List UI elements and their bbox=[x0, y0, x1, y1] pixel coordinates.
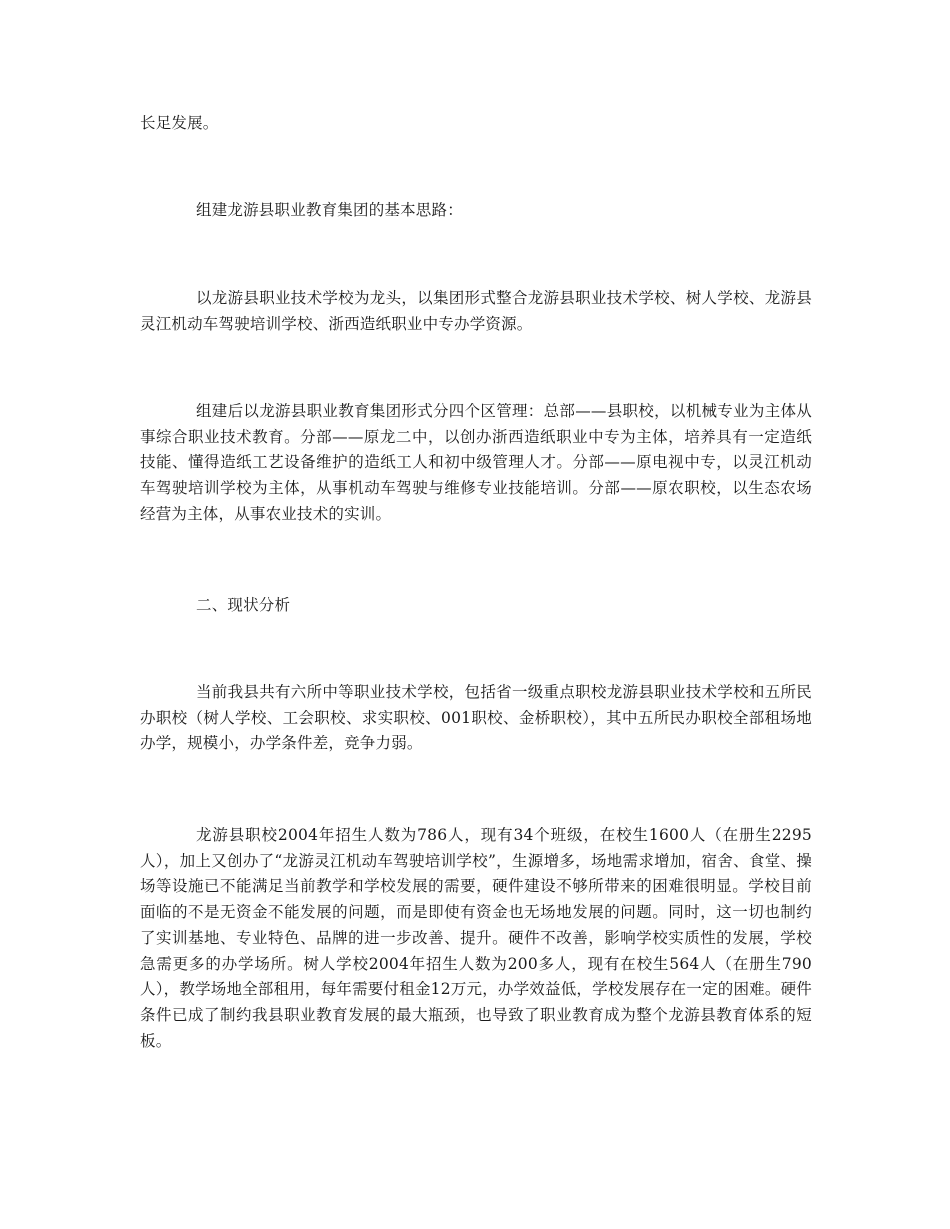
paragraph-basic-approach-heading: 组建龙游县职业教育集团的基本思路： bbox=[196, 201, 463, 219]
paragraph-current-schools: 当前我县共有六所中等职业技术学校，包括省一级重点职校龙游县职业技术学校和五所民办职校（树人学校、工会职校、求实职校、001职校、金桥职校），其中五所民办职校全部租场地办学，规模小，办学条件差，竞争力弱。 bbox=[140, 683, 812, 753]
paragraph-enrollment-facilities: 龙游县职校2004年招生人数为786人，现有34个班级，在校生1600人（在册生2295人），加上又创办了“龙游灵江机动车驾驶培训学校”，生源增多，场地需求增加，宿舍、食堂、操场等设施已不能满足当前教学和学校发展的需要，硬件建设不够所带来的困难很明显。学校目前面临的不是无资金不能发展的问题，而是即使有资金也无场地发展的问题。同时，这一切也制约了实训基地、专业特色、品牌的进一步改善、提升。硬件不改善，影响学校实质性的发展，学校急需更多的办学场所。树人学校2004年招生人数为200多人，现有在校生564人（在册生790人），教学场地全部租用，每年需要付租金12万元，办学效益低，学校发展存在一定的困难。硬件条件已成了制约我县职业教育发展的最大瓶颈，也导致了职业教育成为整个龙游县教育体系的短板。 bbox=[140, 826, 812, 1050]
paragraph-integration-plan: 以龙游县职业技术学校为龙头，以集团形式整合龙游县职业技术学校、树人学校、龙游县灵江机动车驾驶培训学校、浙西造纸职业中专办学资源。 bbox=[140, 289, 812, 333]
paragraph-management-structure: 组建后以龙游县职业教育集团形式分四个区管理：总部——县职校，以机械专业为主体从事综合职业技术教育。分部——原龙二中，以创办浙西造纸职业中专为主体，培养具有一定造纸技能、懂得造纸工艺设备维护的造纸工人和初中级管理人才。分部——原电视中专，以灵江机动车驾驶培训学校为主体，从事机动车驾驶与维修专业技能培训。分部——原农职校，以生态农场经营为主体，从事农业技术的实训。 bbox=[140, 402, 812, 523]
paragraph-continuation: 长足发展。 bbox=[140, 114, 219, 132]
section-heading-status-analysis: 二、现状分析 bbox=[196, 596, 291, 614]
